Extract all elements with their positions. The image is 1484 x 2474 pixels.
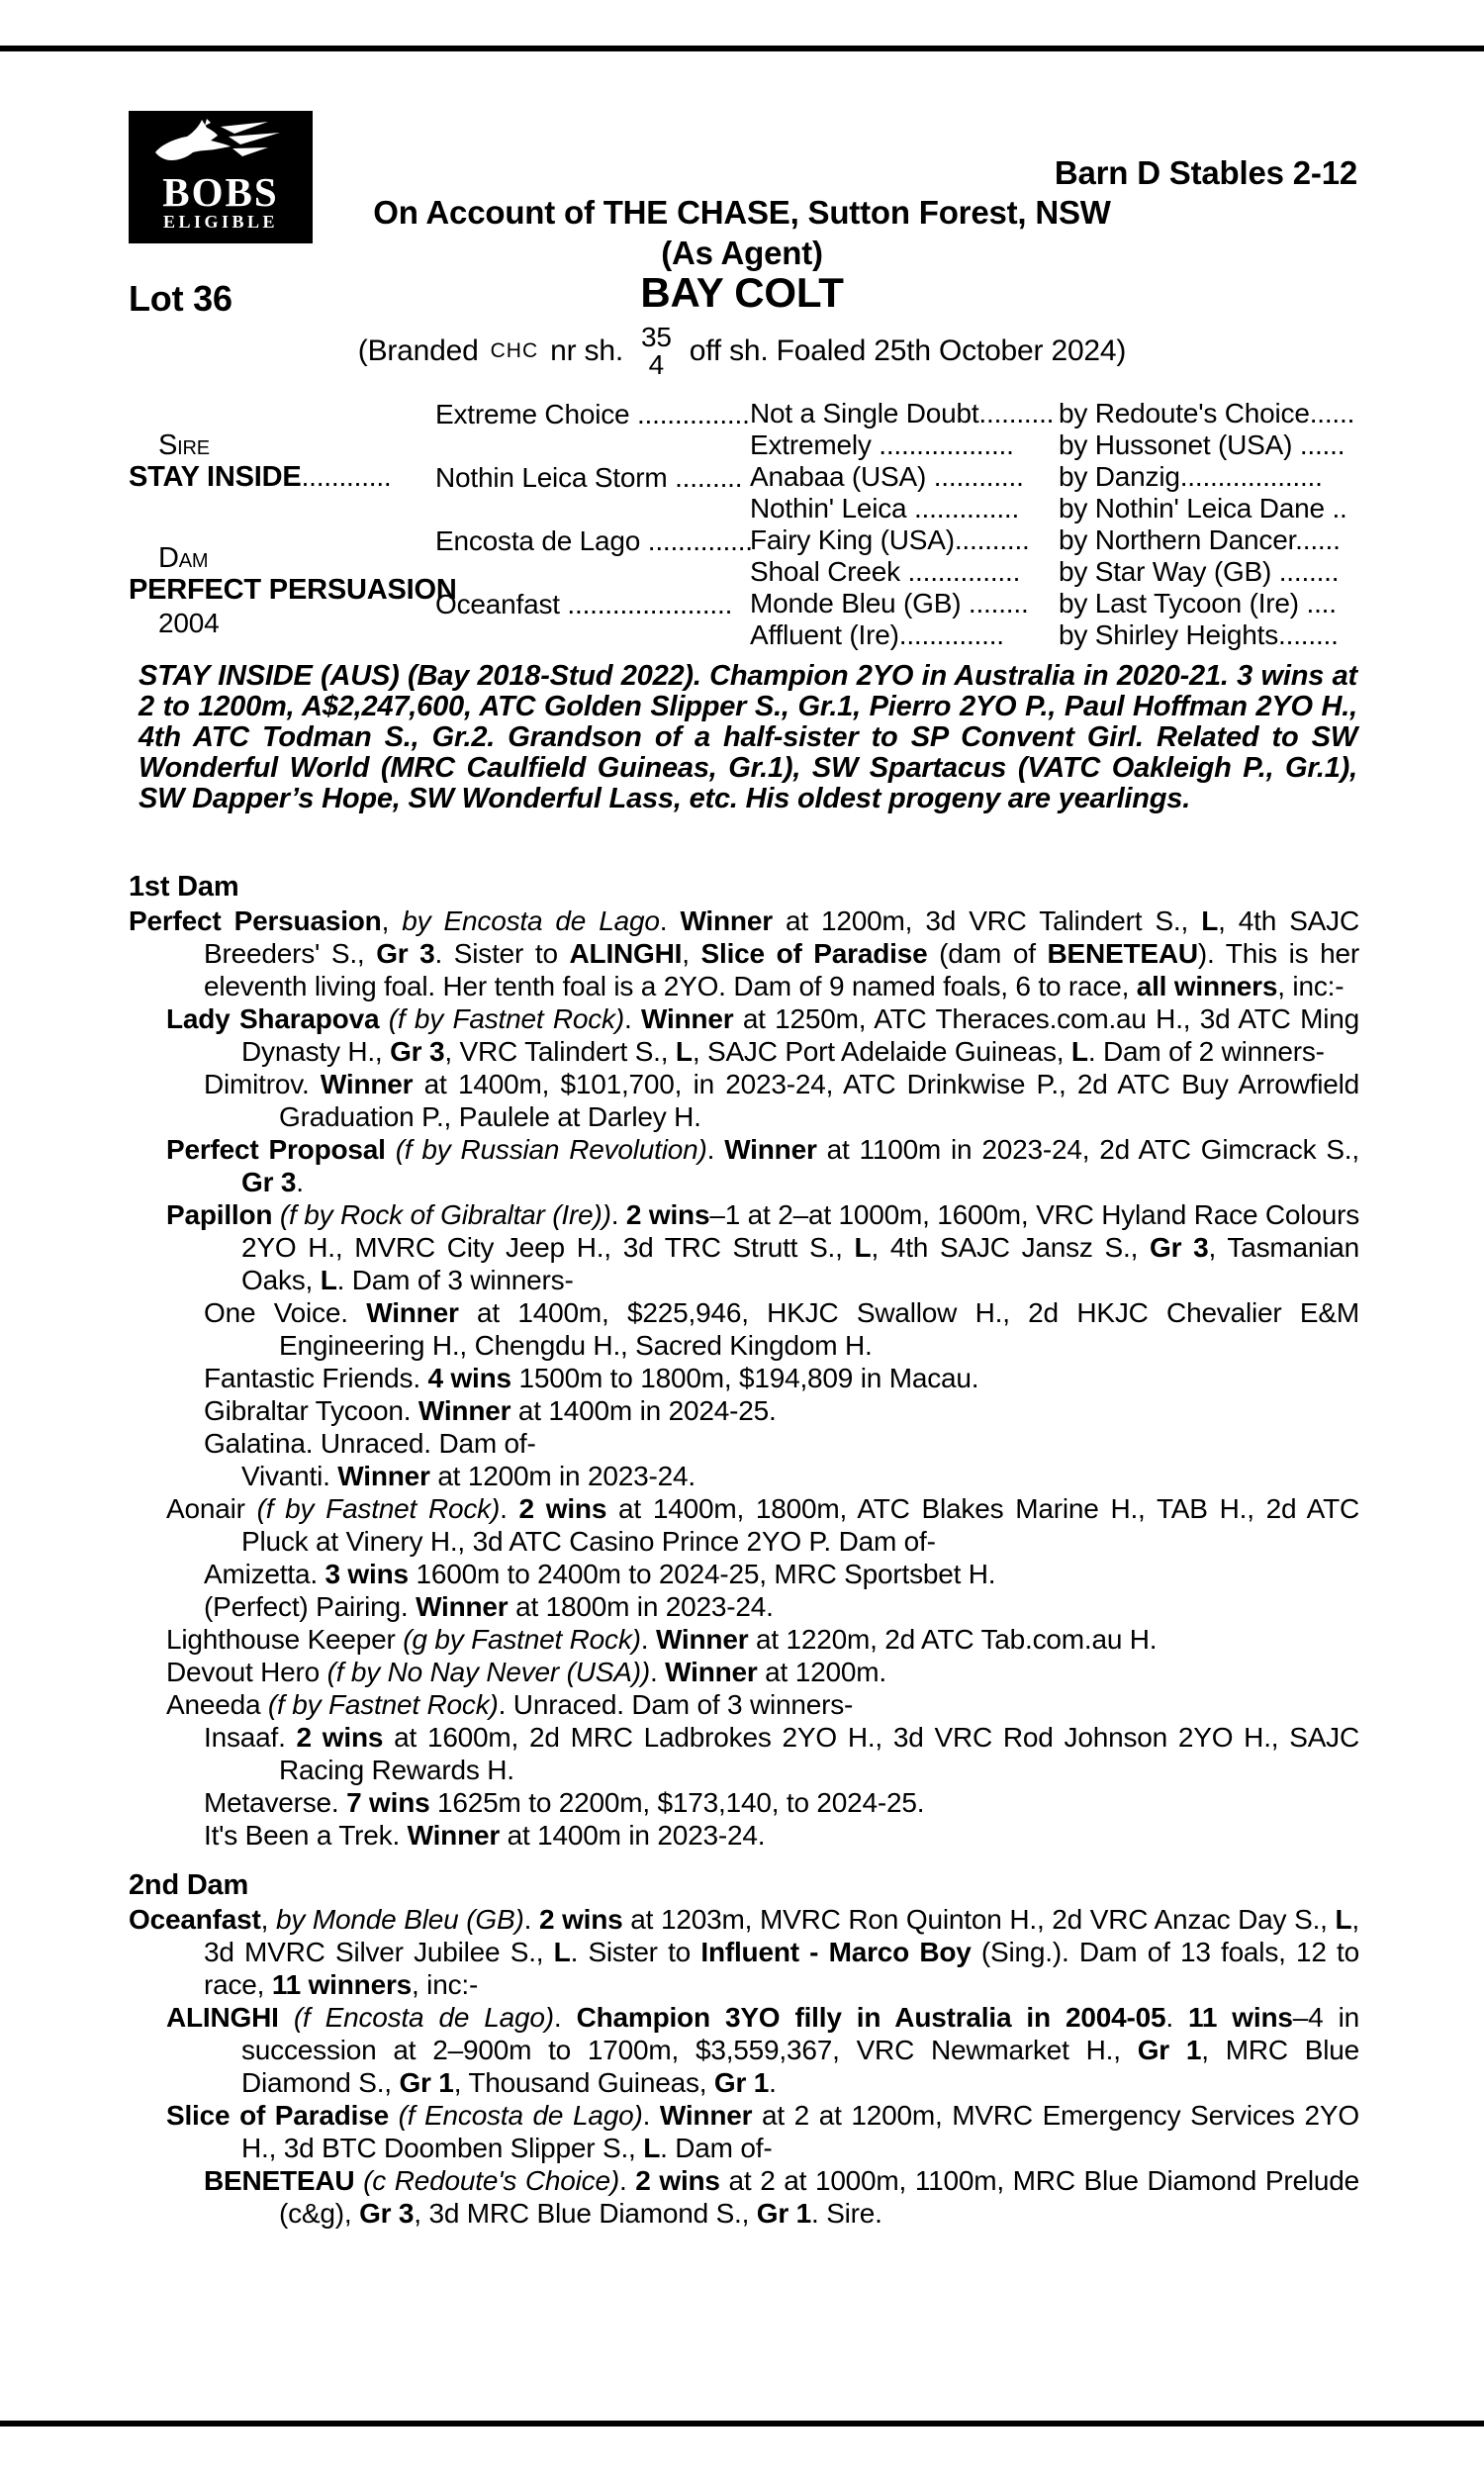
top-rule [0, 46, 1484, 51]
brand-mark: CHC [490, 339, 539, 362]
great-grandparent-sire: by Last Tycoon (Ire) .... [1059, 588, 1337, 618]
page-title: BAY COLT [640, 269, 844, 316]
great-grandparent-row [750, 429, 1355, 461]
pedigree-entry: One Voice. Winner at 1400m, $225,946, HKJC Swallow H., 2d HKJC Chevalier E&M Engineering H., Chengdu H., Sacred Kingdom H. [204, 1297, 1359, 1361]
dam-name: PERFECT PERSUASION [129, 574, 457, 606]
grandparent-name: Extreme Choice ............... [435, 399, 750, 429]
pedigree-entry: Slice of Paradise (f Encosta de Lago). Winner at 2 at 1200m, MVRC Emergency Services 2YO H., 3d BTC Doomben Slipper S., L. Dam of- [166, 2100, 1359, 2163]
bottom-rule [0, 2421, 1484, 2426]
pedigree-entry: Galatina. Unraced. Dam of- [204, 1428, 536, 1459]
great-grandparent-name: Not a Single Doubt.......... [750, 398, 1055, 428]
great-grandparent-sire: by Danzig................... [1059, 461, 1323, 492]
pedigree-entry: Lighthouse Keeper (g by Fastnet Rock). Winner at 1220m, 2d ATC Tab.com.au H. [166, 1624, 1158, 1655]
brand-number-bottom: 4 [648, 349, 665, 380]
pedigree-entry: (Perfect) Pairing. Winner at 1800m in 2023-24. [204, 1591, 774, 1622]
pedigree-entry: Devout Hero (f by No Nay Never (USA)). Winner at 1200m. [166, 1657, 886, 1687]
pedigree-entry: Oceanfast, by Monde Bleu (GB). 2 wins at 1203m, MVRC Ron Quinton H., 2d VRC Anzac Day S., L, 3d MVRC Silver Jubilee S., L. Sister to Influent - Marco Boy (Sing.). Dam of 13 foals, 12 to race, 11 winners, inc:- [129, 1904, 1359, 2000]
brand-number-stack [641, 324, 672, 379]
dam-label: Dam [158, 542, 209, 574]
logo-title: BOBS [162, 169, 279, 215]
horse-head-icon [129, 117, 313, 173]
pedigree-entry: Gibraltar Tycoon. Winner at 1400m in 2024-25. [204, 1395, 777, 1426]
great-grandparent-name: Affluent (Ire).............. [750, 619, 1004, 650]
great-grandparent-name: Anabaa (USA) ............ [750, 461, 1024, 492]
great-grandparent-sire: by Northern Dancer...... [1059, 524, 1341, 555]
sire-summary: STAY INSIDE (AUS) (Bay 2018-Stud 2022). Champion 2YO in Australia in 2020-21. 3 wins at 2 to 1200m, A$2,247,600, ATC Golden Slipper S., Gr.1, Pierro 2YO P., Paul Hoffman 2YO H., 4th ATC Todman S., Gr.2. Grandson of a half-sister to SP Convent Girl. Related to SW Wonderful World (MRC Caulfield Guineas, Gr.1), SW Spartacus (VATC Oakleigh P., Gr.1), SW Dapper’s Hope, SW Wonderful Lass, etc. His oldest progeny are yearlings. [139, 660, 1357, 814]
family-sections [129, 869, 1359, 2230]
grandparent-name: Nothin Leica Storm ......... [435, 462, 743, 493]
pedigree-entry: Insaaf. 2 wins at 1600m, 2d MRC Ladbrokes 2YO H., 3d VRC Rod Johnson 2YO H., SAJC Racing Rewards H. [204, 1722, 1360, 1785]
pedigree-entry: ALINGHI (f Encosta de Lago). Champion 3YO filly in Australia in 2004-05. 11 wins–4 in succession at 2–900m to 1700m, $3,559,367, VRC Newmarket H., Gr 1, MRC Blue Diamond S., Gr 1, Thousand Guineas, Gr 1. [166, 2002, 1359, 2098]
section-heading: 1st Dam [129, 871, 239, 903]
barn-location: Barn D Stables 2-12 [1054, 154, 1357, 191]
dam-year: 2004 [158, 608, 220, 638]
pedigree-entry: Dimitrov. Winner at 1400m, $101,700, in 2023-24, ATC Drinkwise P., 2d ATC Buy Arrowfield Graduation P., Paulele at Darley H. [204, 1069, 1359, 1132]
brand-near-shoulder: nr sh. [550, 334, 623, 367]
great-grandparent-row [750, 588, 1355, 619]
pedigree-entry: Perfect Persuasion, by Encosta de Lago. Winner at 1200m, 3d VRC Talindert S., L, 4th SAJC Breeders' S., Gr 3. Sister to ALINGHI, Slice of Paradise (dam of BENETEAU). This is her eleventh living foal. Her tenth foal is a 2YO. Dam of 9 named foals, 6 to race, all winners, inc:- [129, 905, 1359, 1001]
pedigree-entry: It's Been a Trek. Winner at 1400m in 2023-24. [204, 1820, 766, 1851]
great-grandparent-name: Fairy King (USA).......... [750, 524, 1030, 555]
sire-label: Sire [158, 429, 210, 461]
great-grandparent-row [750, 461, 1355, 493]
great-grandparent-sire: by Redoute's Choice...... [1059, 398, 1355, 428]
great-grandparent-sire: by Nothin' Leica Dane .. [1059, 493, 1347, 523]
great-grandparent-row [750, 556, 1355, 588]
agent-note: (As Agent) [661, 235, 823, 271]
logo-subtitle: ELIGIBLE [162, 212, 279, 232]
great-grandparent-row [750, 524, 1355, 556]
sire-name: STAY INSIDE............ [129, 461, 392, 493]
brand-prefix: (Branded [357, 334, 479, 367]
grandparent-name: Encosta de Lago .............. [435, 525, 753, 556]
pedigree-entry: Lady Sharapova (f by Fastnet Rock). Winner at 1250m, ATC Theraces.com.au H., 3d ATC Ming Dynasty H., Gr 3, VRC Talindert S., L, SAJC Port Adelaide Guineas, L. Dam of 2 winners- [166, 1003, 1359, 1067]
vendor-account: On Account of THE CHASE, Sutton Forest, NSW [373, 194, 1111, 231]
pedigree-entry: Fantastic Friends. 4 wins 1500m to 1800m, $194,809 in Macau. [204, 1363, 979, 1393]
great-grandparent-name: Monde Bleu (GB) ........ [750, 588, 1029, 618]
brand-number-top: 35 [640, 322, 672, 352]
brand-suffix: off sh. Foaled 25th October 2024) [689, 334, 1127, 367]
grandparent-name: Oceanfast ...................... [435, 589, 733, 619]
section-heading: 2nd Dam [129, 1869, 249, 1901]
pedigree-entry: Perfect Proposal (f by Russian Revolution). Winner at 1100m in 2023-24, 2d ATC Gimcrack S., Gr 3. [166, 1134, 1359, 1197]
great-grandparent-row [750, 493, 1355, 524]
pedigree-entry: Papillon (f by Rock of Gibraltar (Ire)). 2 wins–1 at 2–at 1000m, 1600m, VRC Hyland Race Colours 2YO H., MVRC City Jeep H., 3d TRC Strutt S., L, 4th SAJC Jansz S., Gr 3, Tasmanian Oaks, L. Dam of 3 winners- [166, 1199, 1360, 1295]
great-grandparent-row [750, 398, 1355, 429]
great-grandparent-sire: by Star Way (GB) ........ [1059, 556, 1340, 587]
pedigree-entry: Aonair (f by Fastnet Rock). 2 wins at 1400m, 1800m, ATC Blakes Marine H., TAB H., 2d ATC Pluck at Vinery H., 3d ATC Casino Prince 2YO P. Dam of- [166, 1493, 1359, 1557]
great-grandparent-name: Shoal Creek ............... [750, 556, 1021, 587]
great-grandparent-name: Nothin' Leica .............. [750, 493, 1020, 523]
lot-number: Lot 36 [129, 278, 232, 319]
pedigree-table [129, 386, 1359, 655]
pedigree-entry: Vivanti. Winner at 1200m in 2023-24. [241, 1461, 696, 1491]
great-grandparent-sire: by Hussonet (USA) ...... [1059, 429, 1345, 460]
great-grandparent-row [750, 619, 1355, 651]
brand-description [0, 313, 1484, 390]
pedigree-entry: Metaverse. 7 wins 1625m to 2200m, $173,140, to 2024-25. [204, 1787, 925, 1818]
great-grandparent-sire: by Shirley Heights........ [1059, 619, 1339, 650]
pedigree-entry: Amizetta. 3 wins 1600m to 2400m to 2024-25, MRC Sportsbet H. [204, 1559, 996, 1589]
pedigree-entry: BENETEAU (c Redoute's Choice). 2 wins at 2 at 1000m, 1100m, MRC Blue Diamond Prelude (c&g), Gr 3, 3d MRC Blue Diamond S., Gr 1. Sire. [204, 2165, 1359, 2229]
great-grandparent-name: Extremely .................. [750, 429, 1014, 460]
pedigree-entry: Aneeda (f by Fastnet Rock). Unraced. Dam of 3 winners- [166, 1689, 854, 1720]
